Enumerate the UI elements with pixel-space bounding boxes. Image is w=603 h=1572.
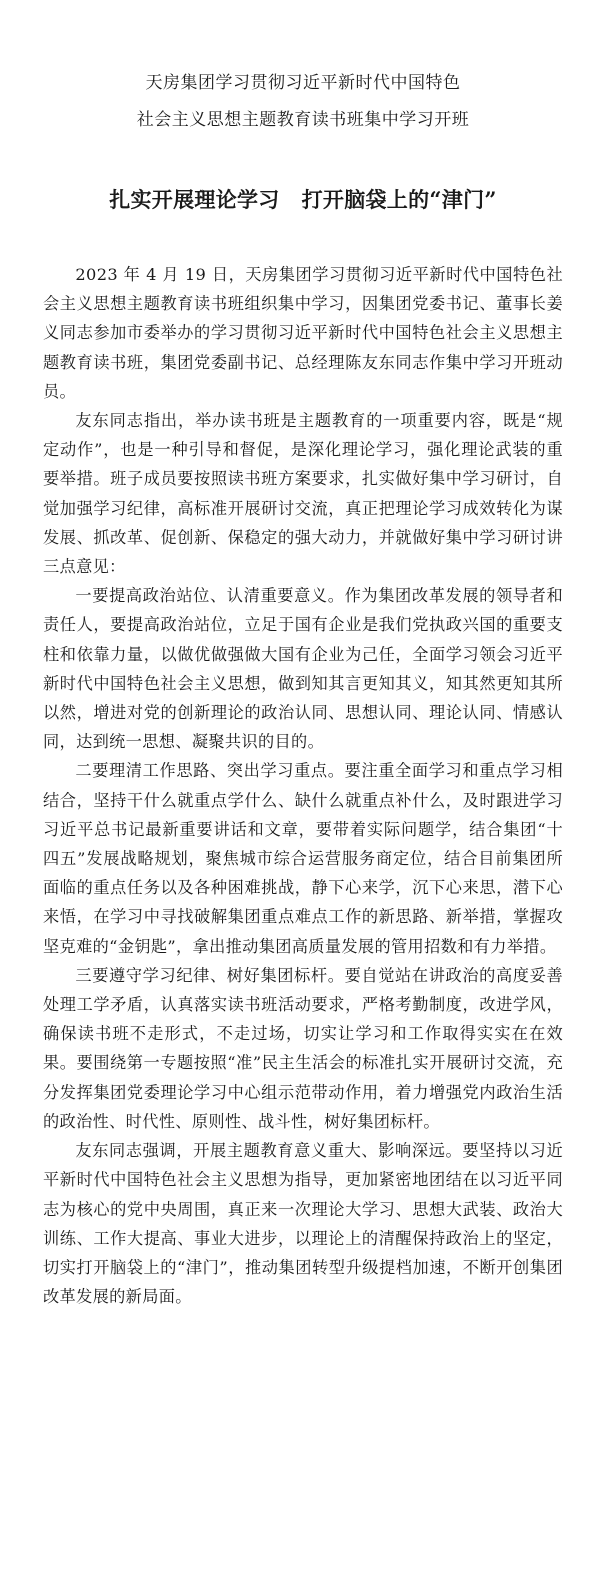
paragraph-1: 2023 年 4 月 19 日，天房集团学习贯彻习近平新时代中国特色社会主义思想主题教育读书班组织集中学习，因集团党委书记、董事长姜义同志参加市委举办的学习贯彻习近平新时代中国特色社会主义思想主题教育读书班，集团党委副书记、总经理陈友东同志作集中学习开班动员。 (43, 265, 563, 401)
paragraph-3: 一要提高政治站位、认清重要意义。作为集团改革发展的领导者和责任人，要提高政治站位，立足于国有企业是我们党执政兴国的重要支柱和依靠力量，以做优做强做大国有企业为己任，全面学习领会习近平新时代中国特色社会主义思想，做到知其言更知其义，知其然更知其所以然，增进对党的创新理论的政治认同、思想认同、理论认同、情感认同，达到统一思想、凝聚共识的目的。 (43, 586, 563, 752)
paragraph-6: 友东同志强调，开展主题教育意义重大、影响深远。要坚持以习近平新时代中国特色社会主义思想为指导，更加紧密地团结在以习近平同志为核心的党中央周围，真正来一次理论大学习、思想大武装、政治大训练、工作大提高、事业大进步，以理论上的清醒保持政治上的坚定，切实打开脑袋上的“津门”，推动集团转型升级提档加速，不断开创集团改革发展的新局面。 (43, 1141, 563, 1307)
header-line-1: 天房集团学习贯彻习近平新时代中国特色 (145, 73, 461, 93)
paragraph-5: 三要遵守学习纪律、树好集团标杆。要自觉站在讲政治的高度妥善处理工学矛盾，认真落实读书班活动要求，严格考勤制度，改进学风，确保读书班不走形式，不走过场，切实让学习和工作取得实实在在效果。要围绕第一专题按照“准”民主生活会的标准扎实开展研讨交流，充分发挥集团党委理论学习中心组示范带动作用，着力增强党内政治生活的政治性、时代性、原则性、战斗性，树好集团标杆。 (43, 965, 563, 1131)
article-body (43, 260, 563, 1311)
paragraph-4: 二要理清工作思路、突出学习重点。要注重全面学习和重点学习相结合，坚持干什么就重点学什么、缺什么就重点补什么，及时跟进学习习近平总书记最新重要讲话和文章，要带着实际问题学，结合集团“十四五”发展战略规划，聚焦城市综合运营服务商定位，结合目前集团所面临的重点任务以及各种困难挑战，静下心来学，沉下心来思，潜下心来悟，在学习中寻找破解集团重点难点工作的新思路、新举措，掌握攻坚克难的“金钥匙”，拿出推动集团高质量发展的管用招数和有力举措。 (43, 761, 563, 956)
paragraph-2: 友东同志指出，举办读书班是主题教育的一项重要内容，既是“规定动作”，也是一种引导和督促，是深化理论学习，强化理论武装的重要举措。班子成员要按照读书班方案要求，扎实做好集中学习研讨，自觉加强学习纪律，高标准开展研讨交流，真正把理论学习成效转化为谋发展、抓改革、促创新、保稳定的强大动力，并就做好集中学习研讨讲三点意见： (43, 411, 563, 577)
title-part-1: 扎实开展理论学习 (109, 187, 280, 212)
header-line-2: 社会主义思想主题教育读书班集中学习开班 (136, 110, 470, 130)
article-title (43, 186, 563, 214)
title-part-2: 打开脑袋上的“津门” (301, 187, 497, 212)
